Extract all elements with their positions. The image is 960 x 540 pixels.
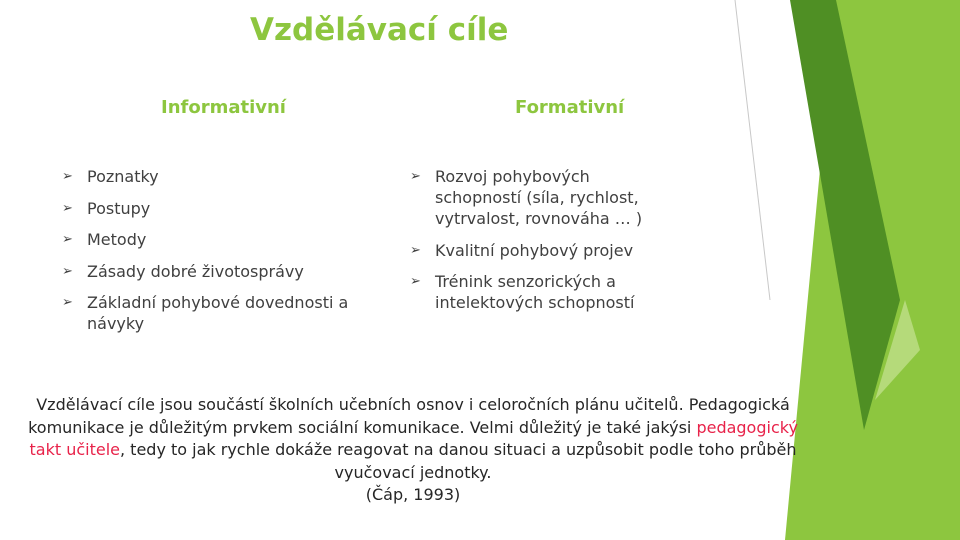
slide-title: Vzdělávací cíle — [250, 12, 509, 48]
decorative-thin-line — [735, 0, 770, 300]
arrowhead-bullet-icon: ➢ — [410, 274, 421, 289]
list-item — [62, 229, 352, 250]
paragraph-text: Vzdělávací cíle jsou součástí školních učebních osnov i celoročních plánu učitelů. Pedagogická komunikace je důležitým prvkem sociální komunikace. Velmi důležitý je také jakýsi — [28, 395, 790, 437]
list-item-text: Základní pohybové dovednosti a návyky — [87, 293, 349, 333]
list-item-text: Zásady dobré životosprávy — [87, 261, 304, 281]
list-item-text: Rozvoj pohybových schopností (síla, rychlost, vytrvalost, rovnováha … ) — [435, 167, 643, 228]
list-item — [62, 198, 352, 219]
arrowhead-bullet-icon: ➢ — [62, 169, 73, 184]
highlighted-phrase: pedagogický takt učitele — [29, 417, 798, 459]
list-item-text: Kvalitní pohybový projev — [435, 240, 634, 260]
summary-paragraph — [18, 394, 808, 507]
citation: (Čáp, 1993) — [365, 485, 461, 504]
arrowhead-bullet-icon: ➢ — [62, 232, 73, 247]
informativni-list — [62, 166, 352, 345]
list-item — [62, 292, 352, 334]
formativni-list — [410, 166, 670, 324]
arrowhead-bullet-icon: ➢ — [410, 242, 421, 258]
list-item-text: Metody — [87, 230, 147, 249]
list-item — [62, 261, 352, 282]
heading-formativni: Formativní — [515, 97, 625, 118]
arrowhead-bullet-icon: ➢ — [62, 200, 73, 216]
list-item-text: Trénink senzorických a intelektových schopností — [435, 272, 635, 312]
paragraph-text-continued: , tedy to jak rychle dokáže reagovat na danou situaci a uzpůsobit podle toho průběh vyučovací jednotky. — [120, 440, 797, 482]
arrowhead-bullet-icon: ➢ — [410, 169, 421, 184]
list-item — [410, 271, 670, 313]
list-item-text: Poznatky — [87, 167, 159, 186]
heading-informativni: Informativní — [161, 97, 286, 118]
list-item-text: Postupy — [87, 198, 151, 218]
arrowhead-bullet-icon: ➢ — [62, 263, 73, 279]
arrowhead-bullet-icon: ➢ — [62, 295, 73, 310]
list-item — [410, 240, 670, 261]
list-item — [62, 166, 352, 187]
list-item — [410, 166, 670, 229]
